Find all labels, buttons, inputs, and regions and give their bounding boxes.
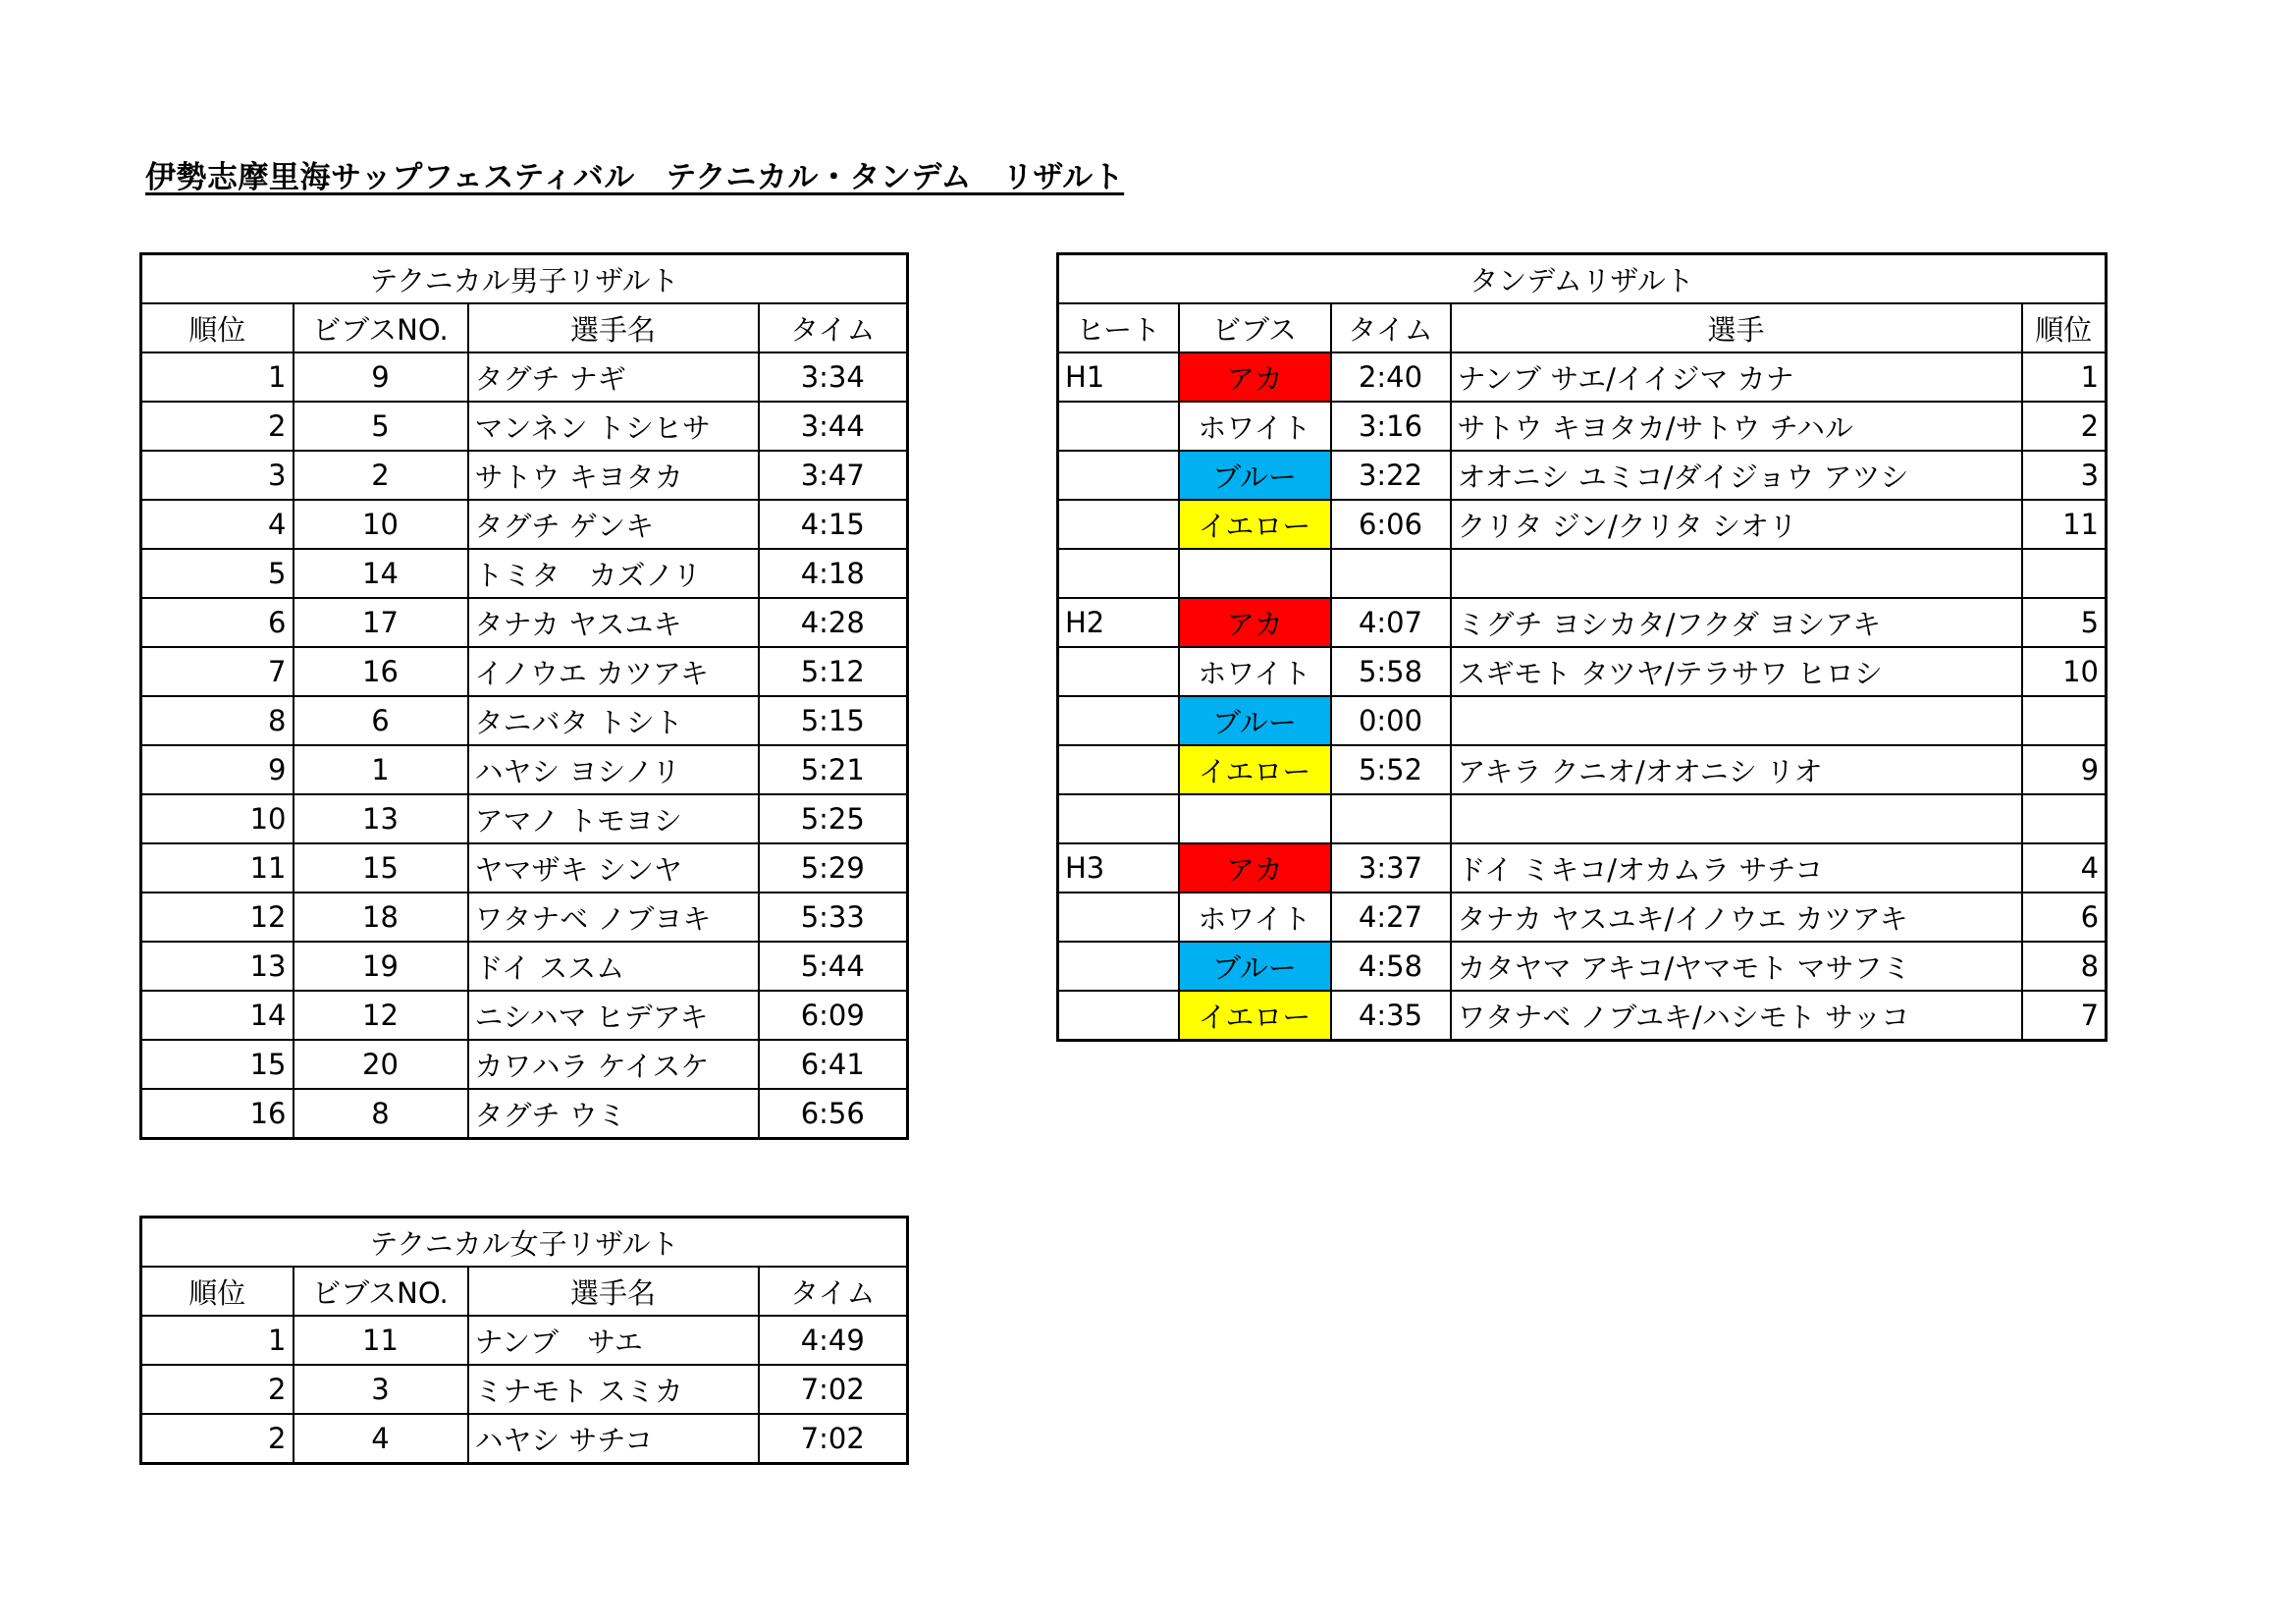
rank-cell [2022,794,2107,843]
table-row [1058,598,2107,647]
rank-cell: 3 [141,451,294,500]
table-row [141,893,908,942]
bib-color-cell: イエロー [1179,745,1331,794]
rank-cell [2022,696,2107,745]
pair-cell: ドイ ミキコ/オカムラ サチコ [1451,843,2022,893]
bib-cell: 8 [294,1089,468,1139]
bib-color-cell: アカ [1179,352,1331,402]
bib-cell: 15 [294,843,468,893]
rank-cell: 14 [141,991,294,1040]
bib-color-cell: アカ [1179,598,1331,647]
rank-cell: 5 [2022,598,2107,647]
time-cell: 3:22 [1331,451,1451,500]
rank-cell: 15 [141,1040,294,1089]
pair-cell: タナカ ヤスユキ/イノウエ カツアキ [1451,893,2022,942]
heat-cell: H3 [1058,843,1179,893]
time-cell: 7:02 [759,1365,908,1414]
heat-cell [1058,451,1179,500]
table-row [141,1089,908,1139]
bib-cell: 1 [294,745,468,794]
rank-cell: 1 [141,1316,294,1365]
table-row [1058,893,2107,942]
name-cell: タグチ ゲンキ [468,500,759,549]
bib-cell: 10 [294,500,468,549]
table-row [141,991,908,1040]
rank-cell: 1 [141,352,294,402]
bib-color-cell: ホワイト [1179,893,1331,942]
men-results-table [139,252,909,1140]
tandem-results-table [1056,252,2108,1042]
heat-cell [1058,794,1179,843]
table-row [1058,942,2107,991]
rank-cell: 4 [2022,843,2107,893]
table-row [1058,843,2107,893]
header-time: タイム [759,303,908,352]
time-cell: 5:33 [759,893,908,942]
bib-color-cell: ブルー [1179,942,1331,991]
rank-cell: 11 [141,843,294,893]
table-row [141,500,908,549]
rank-cell: 2 [2022,402,2107,451]
header-pair: 選手 [1451,303,2022,352]
time-cell: 4:58 [1331,942,1451,991]
table-row [141,696,908,745]
heat-cell [1058,647,1179,696]
time-cell: 3:44 [759,402,908,451]
header-rank: 順位 [141,1267,294,1316]
time-cell: 3:37 [1331,843,1451,893]
pair-cell: カタヤマ アキコ/ヤマモト マサフミ [1451,942,2022,991]
time-cell: 0:00 [1331,696,1451,745]
women-results-caption: テクニカル女子リザルト [141,1218,908,1268]
header-bib: ビブスNO. [294,1267,468,1316]
bib-cell: 2 [294,451,468,500]
bib-color-cell: ホワイト [1179,402,1331,451]
women-results-table [139,1216,909,1465]
men-results-caption: テクニカル男子リザルト [141,254,908,304]
table-row [141,451,908,500]
rank-cell: 2 [141,1365,294,1414]
table-row [1058,745,2107,794]
name-cell: ワタナベ ノブヨキ [468,893,759,942]
time-cell [1331,549,1451,598]
table-row [1058,647,2107,696]
table-row [1058,451,2107,500]
heat-cell [1058,893,1179,942]
pair-cell: クリタ ジン/クリタ シオリ [1451,500,2022,549]
rank-cell: 5 [141,549,294,598]
pair-cell: オオニシ ユミコ/ダイジョウ アツシ [1451,451,2022,500]
header-bib: ビブスNO. [294,303,468,352]
header-time: タイム [1331,303,1451,352]
name-cell: タニバタ トシト [468,696,759,745]
header-name: 選手名 [468,1267,759,1316]
rank-cell: 6 [141,598,294,647]
bib-color-cell: ブルー [1179,451,1331,500]
header-rank: 順位 [141,303,294,352]
bib-color-cell: イエロー [1179,500,1331,549]
heat-cell: H1 [1058,352,1179,402]
heat-cell [1058,745,1179,794]
time-cell: 4:49 [759,1316,908,1365]
time-cell: 2:40 [1331,352,1451,402]
table-row [1058,991,2107,1041]
header-rank: 順位 [2022,303,2107,352]
name-cell: タナカ ヤスユキ [468,598,759,647]
rank-cell: 3 [2022,451,2107,500]
bib-cell: 4 [294,1414,468,1464]
bib-color-cell [1179,549,1331,598]
rank-cell: 2 [141,1414,294,1464]
rank-cell: 7 [2022,991,2107,1041]
bib-cell: 13 [294,794,468,843]
page-title: 伊勢志摩里海サップフェスティバル テクニカル・タンデム リザルト [145,160,1125,195]
bib-color-cell [1179,794,1331,843]
name-cell: イノウエ カツアキ [468,647,759,696]
pair-cell: ワタナベ ノブユキ/ハシモト サッコ [1451,991,2022,1041]
time-cell: 3:16 [1331,402,1451,451]
bib-cell: 17 [294,598,468,647]
bib-cell: 20 [294,1040,468,1089]
pair-cell [1451,549,2022,598]
bib-cell: 14 [294,549,468,598]
rank-cell: 8 [141,696,294,745]
name-cell: マンネン トシヒサ [468,402,759,451]
table-row [141,1414,908,1464]
table-row [1058,696,2107,745]
table-row [141,843,908,893]
name-cell: ハヤシ サチコ [468,1414,759,1464]
name-cell: ヤマザキ シンヤ [468,843,759,893]
pair-cell: ミグチ ヨシカタ/フクダ ヨシアキ [1451,598,2022,647]
table-row [141,1316,908,1365]
bib-cell: 5 [294,402,468,451]
time-cell: 4:27 [1331,893,1451,942]
table-row [141,1365,908,1414]
pair-cell [1451,696,2022,745]
header-name: 選手名 [468,303,759,352]
rank-cell: 8 [2022,942,2107,991]
rank-cell: 7 [141,647,294,696]
heat-cell [1058,500,1179,549]
time-cell: 6:56 [759,1089,908,1139]
header-time: タイム [759,1267,908,1316]
time-cell: 3:47 [759,451,908,500]
rank-cell: 12 [141,893,294,942]
table-row [1058,549,2107,598]
time-cell: 4:07 [1331,598,1451,647]
name-cell: ナンブ サエ [468,1316,759,1365]
bib-cell: 6 [294,696,468,745]
rank-cell: 16 [141,1089,294,1139]
bib-cell: 11 [294,1316,468,1365]
bib-cell: 9 [294,352,468,402]
bib-cell: 3 [294,1365,468,1414]
time-cell: 6:06 [1331,500,1451,549]
table-row [141,549,908,598]
name-cell: カワハラ ケイスケ [468,1040,759,1089]
pair-cell: サトウ キヨタカ/サトウ チハル [1451,402,2022,451]
table-row [141,598,908,647]
name-cell: タグチ ナギ [468,352,759,402]
time-cell: 6:09 [759,991,908,1040]
name-cell: タグチ ウミ [468,1089,759,1139]
rank-cell: 13 [141,942,294,991]
pair-cell [1451,794,2022,843]
time-cell: 4:35 [1331,991,1451,1041]
heat-cell [1058,402,1179,451]
rank-cell: 2 [141,402,294,451]
name-cell: ハヤシ ヨシノリ [468,745,759,794]
time-cell: 7:02 [759,1414,908,1464]
table-row [141,1040,908,1089]
time-cell: 4:18 [759,549,908,598]
heat-cell: H2 [1058,598,1179,647]
bib-color-cell: ブルー [1179,696,1331,745]
time-cell: 4:15 [759,500,908,549]
table-row [141,402,908,451]
name-cell: ニシハマ ヒデアキ [468,991,759,1040]
header-heat: ヒート [1058,303,1179,352]
table-row [141,352,908,402]
rank-cell [2022,549,2107,598]
time-cell: 5:15 [759,696,908,745]
table-row [1058,500,2107,549]
table-row [141,794,908,843]
time-cell: 5:21 [759,745,908,794]
pair-cell: アキラ クニオ/オオニシ リオ [1451,745,2022,794]
bib-cell: 19 [294,942,468,991]
rank-cell: 6 [2022,893,2107,942]
rank-cell: 4 [141,500,294,549]
heat-cell [1058,696,1179,745]
bib-cell: 12 [294,991,468,1040]
bib-color-cell: アカ [1179,843,1331,893]
rank-cell: 9 [2022,745,2107,794]
time-cell: 4:28 [759,598,908,647]
name-cell: ドイ ススム [468,942,759,991]
time-cell: 5:12 [759,647,908,696]
time-cell: 5:29 [759,843,908,893]
table-row [1058,794,2107,843]
heat-cell [1058,991,1179,1041]
table-row [1058,352,2107,402]
bib-cell: 18 [294,893,468,942]
rank-cell: 10 [141,794,294,843]
bib-cell: 16 [294,647,468,696]
name-cell: トミタ カズノリ [468,549,759,598]
time-cell: 5:52 [1331,745,1451,794]
table-row [141,647,908,696]
heat-cell [1058,549,1179,598]
rank-cell: 9 [141,745,294,794]
time-cell: 5:25 [759,794,908,843]
pair-cell: ナンブ サエ/イイジマ カナ [1451,352,2022,402]
time-cell: 5:58 [1331,647,1451,696]
rank-cell: 1 [2022,352,2107,402]
rank-cell: 10 [2022,647,2107,696]
table-row [141,942,908,991]
time-cell: 3:34 [759,352,908,402]
rank-cell: 11 [2022,500,2107,549]
time-cell [1331,794,1451,843]
name-cell: ミナモト スミカ [468,1365,759,1414]
table-row [141,745,908,794]
time-cell: 6:41 [759,1040,908,1089]
bib-color-cell: ホワイト [1179,647,1331,696]
time-cell: 5:44 [759,942,908,991]
name-cell: アマノ トモヨシ [468,794,759,843]
tandem-results-caption: タンデムリザルト [1058,254,2107,304]
heat-cell [1058,942,1179,991]
bib-color-cell: イエロー [1179,991,1331,1041]
header-bib: ビブス [1179,303,1331,352]
name-cell: サトウ キヨタカ [468,451,759,500]
pair-cell: スギモト タツヤ/テラサワ ヒロシ [1451,647,2022,696]
table-row [1058,402,2107,451]
